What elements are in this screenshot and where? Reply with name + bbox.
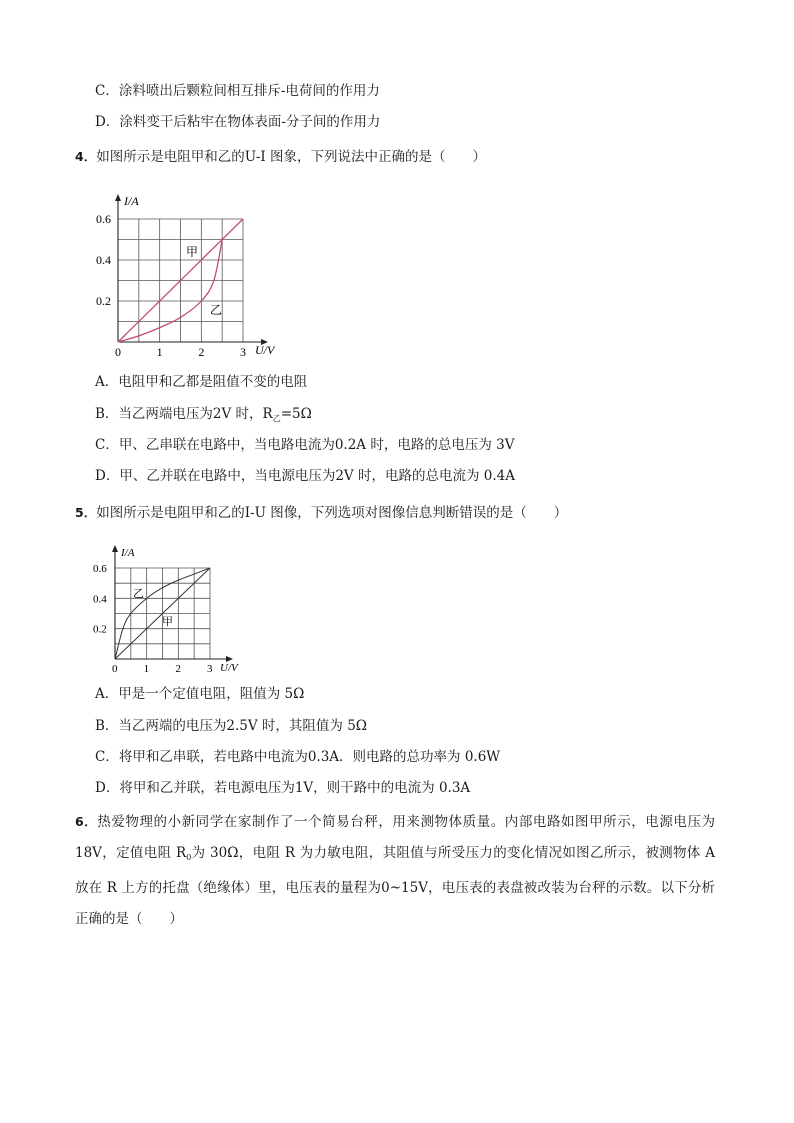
q4-number: 4． xyxy=(75,149,97,164)
q5-option-a: A．甲是一个定值电阻，阻值为 5Ω xyxy=(95,686,305,702)
q6-subscript-0: 0 xyxy=(186,853,192,862)
q6-number: 6． xyxy=(75,814,98,829)
q4-option-b-text: B．当乙两端电压为2V 时，R xyxy=(95,406,273,422)
x-axis-label: U/V xyxy=(220,662,238,673)
y-tick-label: 0.2 xyxy=(93,623,107,636)
series-label-1: 甲 xyxy=(162,616,173,628)
y-axis-arrow xyxy=(112,545,118,552)
q5-chart xyxy=(90,533,260,673)
q4-chart xyxy=(90,178,290,363)
q4-stem xyxy=(75,148,486,166)
series-label-1: 甲 xyxy=(186,245,199,259)
x-axis-label: U/V xyxy=(255,343,275,357)
x-tick-label: 1 xyxy=(143,663,150,673)
q5-stem xyxy=(75,504,567,522)
q4-option-c: C．甲、乙串联在电路中，当电路电流为0.2A 时，电路的总电压为 3V xyxy=(95,437,515,453)
y-axis-arrow xyxy=(115,194,121,201)
y-tick-label: 0.4 xyxy=(93,593,107,606)
q6-stem xyxy=(75,806,715,935)
x-tick-label: 2 xyxy=(175,663,181,673)
q3-option-c: C．涂料喷出后颗粒间相互排斥-电荷间的作用力 xyxy=(95,83,380,99)
q4-option-b-value: =5Ω xyxy=(280,406,312,422)
x-tick-label: 2 xyxy=(198,345,205,359)
y-axis-label: I/A xyxy=(124,194,139,208)
y-tick-label: 0.6 xyxy=(96,212,111,226)
x-tick-label: 3 xyxy=(207,663,213,673)
x-tick-label: 3 xyxy=(240,345,246,359)
x-tick-label: 1 xyxy=(156,345,163,359)
q5-option-b: B．当乙两端的电压为2.5V 时，其阻值为 5Ω xyxy=(95,718,368,734)
y-tick-label: 0.2 xyxy=(96,294,111,308)
q6-text-1: 热爱物理的小新同学在家制作了一个简易台秤，用来测物体质量。内部电路如图甲所示，电源电压为 18V，定值电阻 R xyxy=(75,814,716,861)
y-tick-label: 0.6 xyxy=(93,563,107,575)
q4-option-a: A．电阻甲和乙都是阻值不变的电阻 xyxy=(95,374,308,390)
q4-option-b-subscript: 乙 xyxy=(272,414,281,423)
q4-option-b xyxy=(95,405,312,428)
x-tick-label: 0 xyxy=(115,345,121,359)
q6-text-2: 为 30Ω，电阻 R 为力敏电阻，其阻值与所受压力的变化情况如图乙所示，被测物体 A 放在 R 上方的托盘（绝缘体）里，电压表的量程为0~15V，电压表的表盘被改装为台秤的示数。以下分析正确的是（ ） xyxy=(75,845,716,927)
q5-option-c: C．将甲和乙串联，若电路中电流为0.3A．则电路的总功率为 0.6W xyxy=(95,749,501,765)
y-axis-label: I/A xyxy=(121,547,135,559)
q3-option-d: D．涂料变干后粘牢在物体表面-分子间的作用力 xyxy=(95,114,381,130)
series-label-2: 乙 xyxy=(210,303,223,317)
q4-option-d: D．甲、乙并联在电路中，当电源电压为2V 时，电路的总电流为 0.4A xyxy=(95,468,515,484)
q5-stem-text: 如图所示是电阻甲和乙的I-U 图像，下列选项对图像信息判断错误的是（ ） xyxy=(96,505,568,521)
q5-option-d: D．将甲和乙并联，若电源电压为1V，则干路中的电流为 0.3A xyxy=(95,780,471,796)
y-tick-label: 0.4 xyxy=(96,253,111,267)
x-tick-label: 0 xyxy=(112,663,118,673)
series-label-2: 乙 xyxy=(133,588,144,600)
q4-stem-text: 如图所示是电阻甲和乙的U-I 图象，下列说法中正确的是（ ） xyxy=(96,149,487,165)
q5-number: 5． xyxy=(75,505,97,520)
